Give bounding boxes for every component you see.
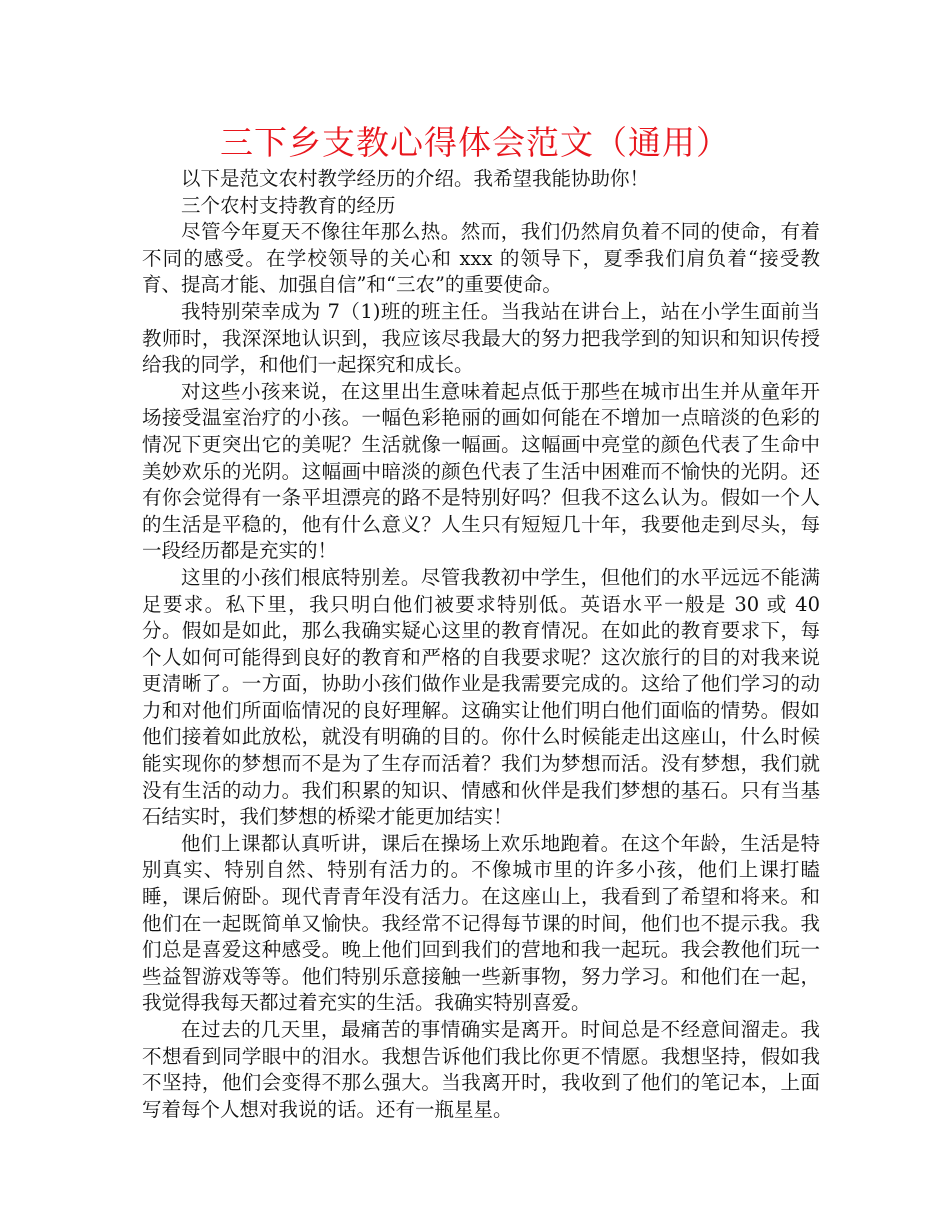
paragraph-intro: 以下是范文农村教学经历的介绍。我希望我能协助你！	[181, 167, 650, 190]
paragraph-students-life: 他们上课都认真听讲，课后在操场上欢乐地跑着。在这个年龄，生活是特别真实、特别自然、特别有活力的。不像城市里的许多小孩，他们上课打瞌睡，课后俯卧。现代青青年没有活力。在这座山上，我看到了希望和将来。和他们在一起既简单又愉快。我经常不记得每节课的时间，他们也不提示我。我们总是喜爱这种感受。晚上他们回到我们的营地和我一起玩。我会教他们玩一些益智游戏等等。他们特别乐意接触一些新事物，努力学习。和他们在一起，我觉得我每天都过着充实的生活。我确实特别喜爱。	[142, 831, 820, 1015]
paragraph-summer-mission: 尽管今年夏天不像往年那么热。然而，我们仍然肩负着不同的使命，有着不同的感受。在学校领导的关心和 xxx 的领导下，夏季我们肩负着“接受教育、提高才能、加强自信”和“三农”的重要使命。	[142, 220, 820, 297]
paragraph-education-level: 这里的小孩们根底特别差。尽管我教初中学生，但他们的水平远远不能满足要求。私下里，我只明白他们被要求特别低。英语水平一般是 30 或 40 分。假如是如此，那么我确实疑心这里的教育情况。在如此的教育要求下，每个人如何可能得到良好的教育和严格的自我要求呢？这次旅行的目的对我来说更清晰了。一方面，协助小孩们做作业是我需要完成的。这给了他们学习的动力和对他们所面临情况的良好理解。这确实让他们明白他们面临的情势。假如他们接着如此放松，就没有明确的目的。你什么时候能走出这座山，什么时候能实现你的梦想而不是为了生存而活着？我们为梦想而活。没有梦想，我们就没有生活的动力。我们积累的知识、情感和伙伴是我们梦想的基石。只有当基石结实时，我们梦想的桥梁才能更加结实！	[142, 565, 820, 829]
paragraph-farewell: 在过去的几天里，最痛苦的事情确实是离开。时间总是不经意间溜走。我不想看到同学眼中的泪水。我想告诉他们我比你更不情愿。我想坚持，假如我不坚持，他们会变得不那么强大。当我离开时，我收到了他们的笔记本，上面写着每个人想对我说的话。还有一瓶星星。	[142, 1018, 820, 1121]
paragraph-class-teacher: 我特别荣幸成为 7（1)班的班主任。当我站在讲台上，站在小学生面前当教师时，我深深地认识到，我应该尽我最大的努力把我学到的知识和知识传授给我的同学，和他们一起探究和成长。	[142, 299, 820, 377]
document-body	[142, 166, 820, 1123]
document-title: 三下乡支教心得体会范文（通用）	[220, 123, 730, 162]
paragraph-subtitle: 三个农村支持教育的经历	[181, 193, 396, 217]
paragraph-life-painting: 对这些小孩来说，在这里出生意味着起点低于那些在城市出生并从童年开场接受温室治疗的小孩。一幅色彩艳丽的画如何能在不增加一点暗淡的色彩的情况下更突出它的美呢？生活就像一幅画。这幅画中亮堂的颜色代表了生命中美妙欢乐的光阴。这幅画中暗淡的颜色代表了生活中困难而不愉快的光阴。还有你会觉得有一条平坦漂亮的路不是特别好吗？但我不这么认为。假如一个人的生活是平稳的，他有什么意义？人生只有短短几十年，我要他走到尽头，每一段经历都是充实的！	[142, 379, 820, 563]
